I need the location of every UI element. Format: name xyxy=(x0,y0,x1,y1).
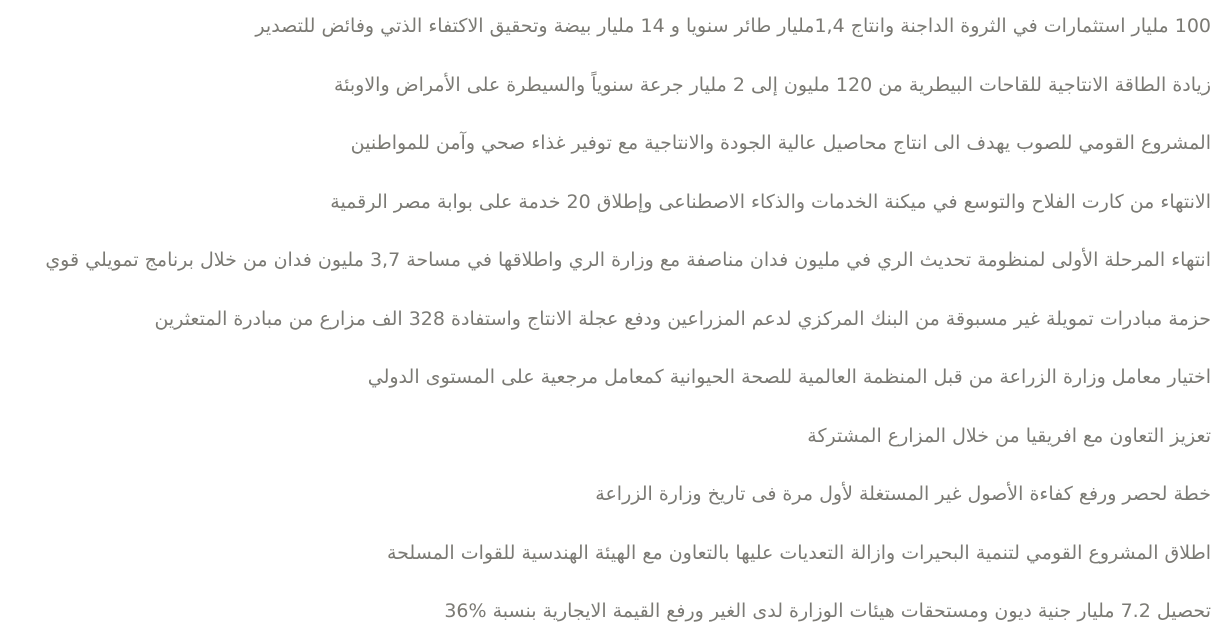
achievement-line-africa-cooperation: تعزيز التعاون مع افريقيا من خلال المزارع المشتركة xyxy=(807,424,1211,447)
achievement-line-farmer-card-digital-services: الانتهاء من كارت الفلاح والتوسع في ميكنة الخدمات والذكاء الاصطناعى وإطلاق 20 خدمة على بوابة مصر الرقمية xyxy=(330,190,1211,213)
achievement-line-reference-labs: اختيار معامل وزارة الزراعة من قبل المنظمة العالمية للصحة الحيوانية كمعامل مرجعية على المستوى الدولي xyxy=(367,366,1211,388)
achievement-line-poultry-investments: 100 مليار استثمارات في الثروة الداجنة وانتاج 1,4مليار طائر سنويا و 14 مليار بيضة وتحقيق الاكتفاء الذتي وفائض للتصدير xyxy=(255,15,1211,37)
achievement-line-greenhouse-project: المشروع القومي للصوب يهدف الى انتاج محاصيل عالية الجودة والانتاجية مع توفير غذاء صحي وآمن للمواطنين xyxy=(350,132,1211,154)
achievement-line-assets-inventory-plan: خطة لحصر ورفع كفاءة الأصول غير المستغلة لأول مرة فى تاريخ وزارة الزراعة xyxy=(595,483,1211,505)
achievement-line-central-bank-initiatives: حزمة مبادرات تمويلة غير مسبوقة من البنك المركزي لدعم المزراعين ودفع عجلة الانتاج واستفادة 328 الف مزارع من مبادرة المتعثرين xyxy=(154,307,1211,330)
achievement-line-lakes-development-project: اطلاق المشروع القومي لتنمية البحيرات وازالة التعديات عليها بالتعاون مع الهيئة الهندسية للقوات المسلحة xyxy=(386,541,1211,564)
achievement-line-vaccine-capacity: زيادة الطاقة الانتاجية للقاحات البيطرية من 120 مليون إلى 2 مليار جرعة سنوياً والسيطرة على الأمراض والاوبئة xyxy=(333,73,1211,96)
achievement-line-irrigation-modernization: انتهاء المرحلة الأولى لمنظومة تحديث الري في مليون فدان مناصفة مع وزارة الري واطلاقها في مساحة 3,7 مليون فدان من خلال برنامج تمويلي قوي xyxy=(45,249,1211,271)
achievement-line-debt-collection: تحصيل 7.2 مليار جنية ديون ومستحقات هيئات الوزارة لدى الغير ورفع القيمة الايجارية بنسبة %36 xyxy=(444,600,1211,622)
